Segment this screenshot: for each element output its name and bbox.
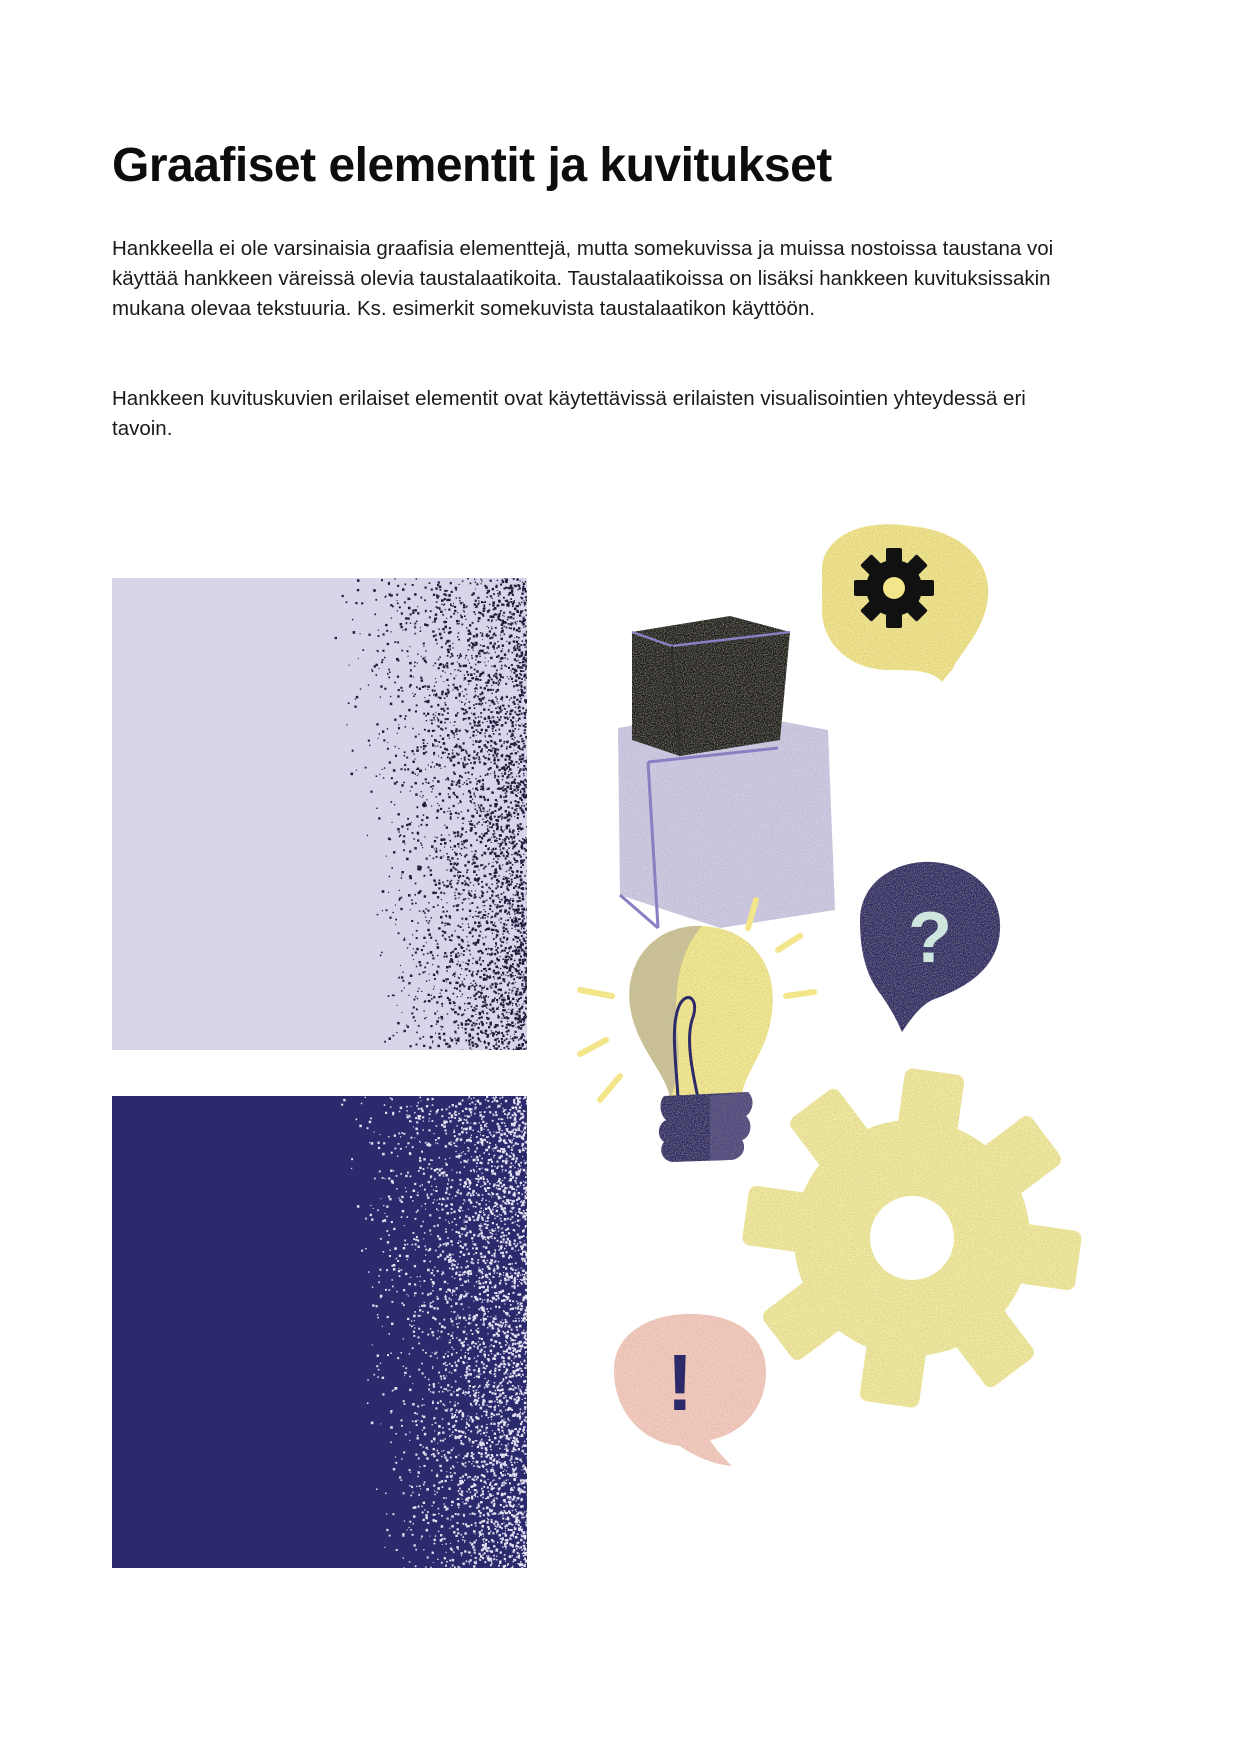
light-bulb-icon [629,926,773,1162]
dark-navy-box [112,1096,527,1568]
exclamation-mark-icon: ! [666,1338,694,1427]
big-gear [722,1048,1101,1427]
exclamation-bubble [614,1314,766,1466]
light-bulb [580,900,814,1162]
page-title: Graafiset elementit ja kuvitukset [112,139,832,192]
cube-icon-dark [632,616,790,756]
intro-paragraph: Hankkeella ei ole varsinaisia graafisia elementtejä, mutta somekuvissa ja muissa nostoissa taustana voi käyttää hankkeen väreissä olevia taustalaatikoita. Taustalaatikoissa on lisäksi hankkeen kuvituksissakin mukana olevaa tekstuuria. Ks. esimerkit somekuvista taustalaatikon käyttöön. [112,237,1054,320]
question-bubble [860,862,1000,1032]
gear-icon [854,548,934,628]
cube-stack [618,616,835,928]
light-lavender-box [112,578,527,1050]
usage-paragraph: Hankkeen kuvituskuvien erilaiset elementit ovat käytettävissä erilaisten visualisointien yhteydessä eri tavoin. [112,387,1026,440]
illustration-elements [560,520,1120,1580]
question-mark-icon: ? [908,898,952,978]
gear-bubble [822,524,988,682]
